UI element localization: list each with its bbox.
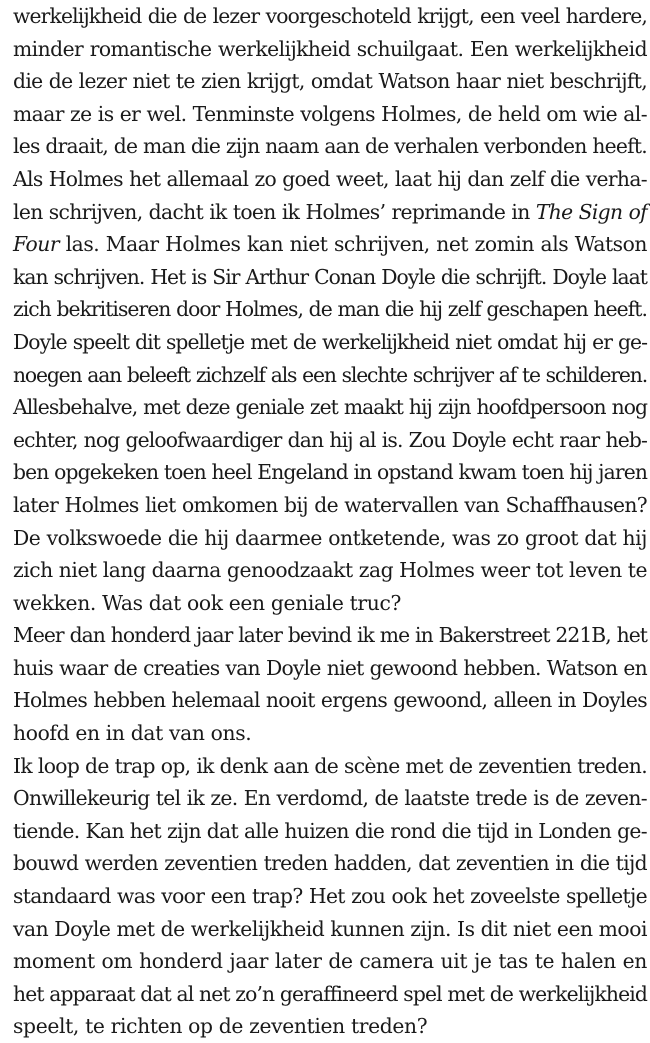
text-line-8 [13,228,647,261]
text-line-12: noegen aan beleeft zichzelf als een slechte schrijver af te schilderen. [13,362,647,387]
text-line-1: werkelijkheid die de lezer voorgeschoteld krijgt, een veel hardere, [13,4,647,28]
text-line-30: moment om honderd jaar later de camera uit je tas te halen en [13,949,647,974]
text-line-19: wekken. Was dat ook een geniale truc? [13,590,402,615]
text-line-10: zich bekritiseren door Holmes, de man die hij zelf geschapen heeft. [13,297,647,322]
text-line-8-roman: las. Maar Holmes kan niet schrijven, net zomin als Watson [59,232,647,257]
book-title-italic-cont: Four [13,232,60,257]
text-line-27: bouwd werden zeventien treden hadden, dat zeventien in die tijd [13,851,647,876]
text-line-2: minder romantische werkelijkheid schuilgaat. Een werkelijkheid [13,36,647,61]
text-line-11: Doyle speelt dit spelletje met de werkelijkheid niet omdat hij er ge- [13,329,647,354]
text-line-3: die de lezer niet te zien krijgt, omdat Watson haar niet beschrijft, [13,69,647,94]
text-line-5: les draait, de man die zijn naam aan de verhalen verbonden heeft. [13,134,647,159]
text-line-32: speelt, te richten op de zeventien treden? [13,1014,428,1039]
text-line-17: De volkswoede die hij daarmee ontketende, was zo groot dat hij [13,525,647,550]
text-line-18: zich niet lang daarna genoodzaakt zag Holmes weer tot leven te [13,558,647,583]
book-title-italic: The Sign of [535,199,647,224]
text-line-21: huis waar de creaties van Doyle niet gewoond hebben. Watson en [13,655,647,680]
text-line-6: Als Holmes het allemaal zo goed weet, laat hij dan zelf die verha- [13,166,647,191]
text-line-7-roman: len schrijven, dacht ik toen ik Holmes’ reprimande in [13,199,536,224]
text-line-13: Allesbehalve, met deze geniale zet maakt hij zijn hoofdpersoon nog [13,395,647,420]
text-line-29: van Doyle met de werkelijkheid kunnen zijn. Is dit niet een mooi [13,916,647,941]
text-line-14: echter, nog geloofwaardiger dan hij al is. Zou Doyle echt raar heb- [13,427,647,452]
text-line-15: ben opgekeken toen heel Engeland in opstand kwam toen hij jaren [13,460,648,485]
book-page [13,0,647,1043]
text-line-7 [13,196,647,229]
text-line-28: standaard was voor een trap? Het zou ook het zoveelste spelletje [13,884,647,909]
text-line-26: tiende. Kan het zijn dat alle huizen die rond die tijd in Londen ge- [13,818,647,843]
text-line-16: later Holmes liet omkomen bij de watervallen van Schaffhausen? [13,492,647,517]
text-line-4: maar ze is er wel. Tenminste volgens Holmes, de held om wie al- [13,101,647,126]
text-line-23: hoofd en in dat van ons. [13,721,252,746]
text-line-9: kan schrijven. Het is Sir Arthur Conan Doyle die schrijft. Doyle laat [13,264,647,289]
text-line-31: het apparaat dat al net zo’n geraffineerd spel met de werkelijkheid [13,981,648,1006]
text-line-22: Holmes hebben helemaal nooit ergens gewoond, alleen in Doyles [13,688,647,713]
text-line-20: Meer dan honderd jaar later bevind ik me in Bakerstreet 221B, het [13,623,647,648]
text-line-24: Ik loop de trap op, ik denk aan de scène met de zeventien treden. [13,753,647,778]
text-line-25: Onwillekeurig tel ik ze. En verdomd, de laatste trede is de zeven- [13,786,647,811]
